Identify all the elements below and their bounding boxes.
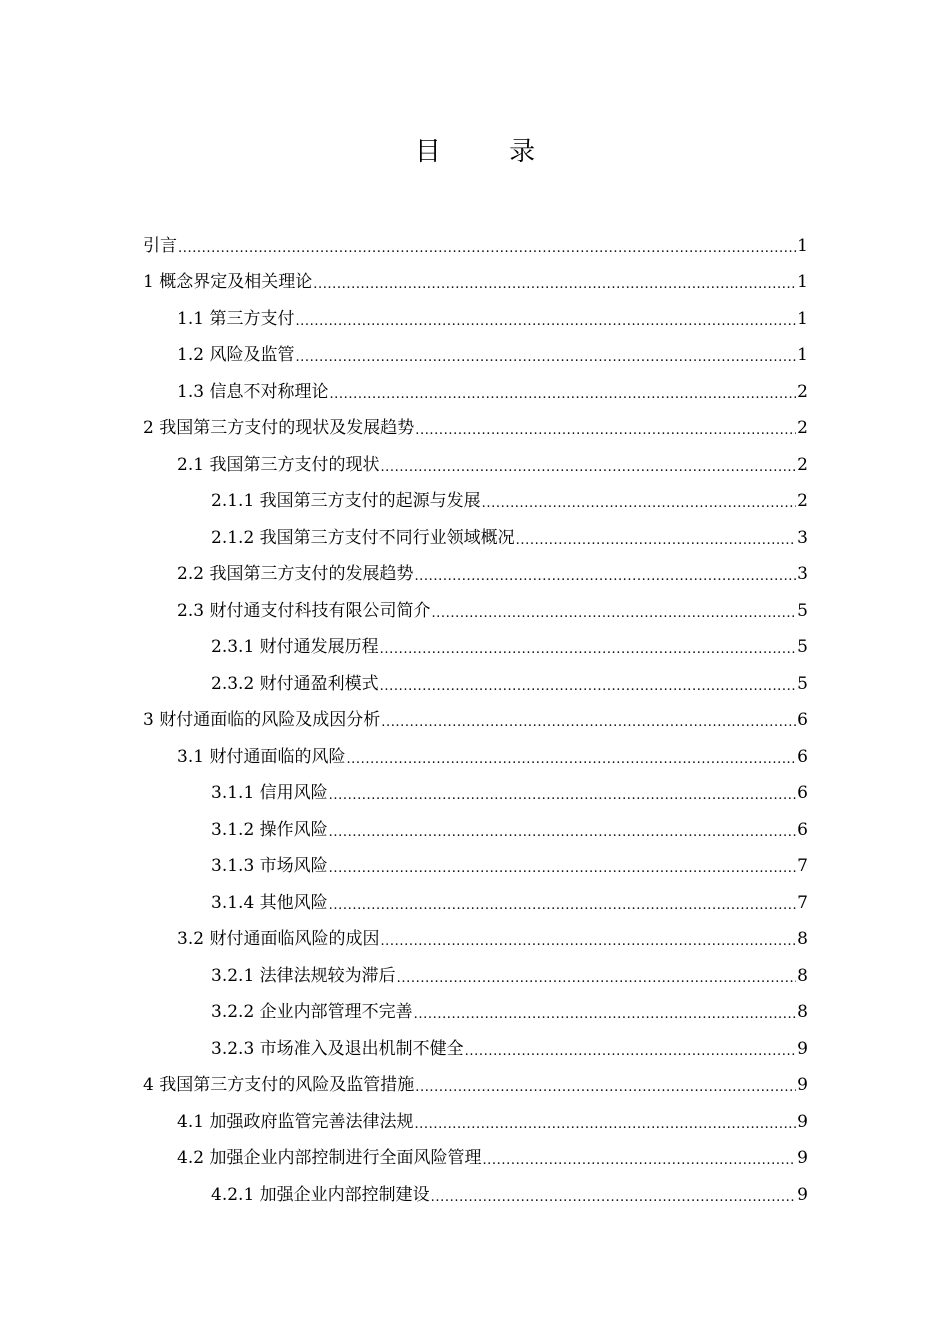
toc-page-number: 1 bbox=[797, 345, 808, 365]
toc-entry[interactable] bbox=[143, 622, 808, 659]
toc-entry-title: 3 财付通面临的风险及成因分析 bbox=[143, 710, 381, 730]
toc-page-number: 9 bbox=[797, 1075, 808, 1095]
toc-dot-leader bbox=[313, 271, 796, 293]
toc-entry[interactable] bbox=[143, 220, 808, 257]
toc-page-number: 8 bbox=[797, 1002, 808, 1022]
toc-entry[interactable] bbox=[143, 403, 808, 440]
toc-dot-leader bbox=[329, 819, 797, 841]
toc-entry[interactable] bbox=[143, 695, 808, 732]
toc-page-number: 9 bbox=[797, 1148, 808, 1168]
toc-entry[interactable] bbox=[143, 1096, 808, 1133]
toc-entry-title: 2.3.1 财付通发展历程 bbox=[211, 637, 379, 657]
toc-page-number: 1 bbox=[797, 235, 808, 256]
toc-entry-title: 2.1.1 我国第三方支付的起源与发展 bbox=[211, 491, 481, 511]
toc-dot-leader bbox=[380, 636, 797, 658]
toc-page-number: 5 bbox=[797, 600, 808, 621]
toc-dot-leader bbox=[482, 1147, 796, 1169]
toc-dot-leader bbox=[414, 1111, 796, 1133]
toc-entry[interactable] bbox=[143, 330, 808, 367]
toc-entry-title: 3.2.2 企业内部管理不完善 bbox=[211, 1002, 413, 1022]
toc-page-number: 9 bbox=[797, 1038, 808, 1059]
toc-entry-title: 1.3 信息不对称理论 bbox=[177, 381, 329, 402]
toc-entry-title: 2.3.2 财付通盈利模式 bbox=[211, 673, 379, 694]
toc-dot-leader bbox=[381, 709, 796, 731]
toc-entry-title: 2.3 财付通支付科技有限公司简介 bbox=[177, 600, 431, 621]
toc-dot-leader bbox=[295, 308, 796, 330]
toc-dot-leader bbox=[329, 855, 797, 877]
toc-entry-title: 2.2 我国第三方支付的发展趋势 bbox=[177, 564, 414, 584]
toc-entry-title: 4.1 加强政府监管完善法律法规 bbox=[177, 1111, 414, 1132]
toc-dot-leader bbox=[329, 381, 796, 403]
toc-page-number: 6 bbox=[797, 710, 808, 730]
toc-dot-leader bbox=[329, 892, 797, 914]
toc-entry[interactable] bbox=[143, 293, 808, 330]
toc-dot-leader bbox=[465, 1038, 797, 1060]
toc-entry[interactable] bbox=[143, 658, 808, 695]
toc-page-number: 6 bbox=[797, 819, 808, 840]
toc-entry[interactable] bbox=[143, 585, 808, 622]
toc-dot-leader bbox=[178, 235, 796, 257]
toc-dot-leader bbox=[380, 454, 796, 476]
toc-entry-title: 2 我国第三方支付的现状及发展趋势 bbox=[143, 418, 415, 438]
toc-dot-leader bbox=[414, 563, 796, 585]
toc-dot-leader bbox=[295, 344, 796, 366]
toc-page-number: 8 bbox=[797, 929, 808, 949]
toc-entry[interactable] bbox=[143, 914, 808, 951]
toc-page-number: 3 bbox=[797, 564, 808, 584]
toc-entry[interactable] bbox=[143, 257, 808, 294]
toc-entry[interactable] bbox=[143, 549, 808, 586]
toc-entry[interactable] bbox=[143, 731, 808, 768]
toc-entry-title: 4.2 加强企业内部控制进行全面风险管理 bbox=[177, 1148, 482, 1168]
toc-entry-title: 1.2 风险及监管 bbox=[177, 345, 295, 365]
toc-dot-leader bbox=[415, 417, 796, 439]
toc-page-number: 5 bbox=[797, 637, 808, 657]
toc-entry[interactable] bbox=[143, 804, 808, 841]
toc-page-number: 7 bbox=[797, 856, 808, 876]
toc-page-number: 3 bbox=[797, 527, 808, 548]
toc-entry-title: 4.2.1 加强企业内部控制建设 bbox=[211, 1184, 430, 1205]
toc-dot-leader bbox=[397, 965, 797, 987]
toc-page-number: 2 bbox=[797, 454, 808, 475]
toc-page-number: 5 bbox=[797, 673, 808, 694]
toc-dot-leader bbox=[516, 527, 797, 549]
toc-entry[interactable] bbox=[143, 476, 808, 513]
toc-entry-title: 2.1 我国第三方支付的现状 bbox=[177, 454, 380, 475]
toc-dot-leader bbox=[346, 746, 796, 768]
toc-dot-leader bbox=[414, 1001, 797, 1023]
toc-dot-leader bbox=[482, 490, 797, 512]
toc-page-number: 2 bbox=[797, 491, 808, 511]
toc-entry[interactable] bbox=[143, 1169, 808, 1206]
toc-list bbox=[143, 220, 808, 1206]
toc-dot-leader bbox=[431, 1184, 797, 1206]
toc-entry-title: 3.1.4 其他风险 bbox=[211, 892, 328, 913]
toc-entry[interactable] bbox=[143, 987, 808, 1024]
toc-page-number: 2 bbox=[797, 418, 808, 438]
toc-entry[interactable] bbox=[143, 366, 808, 403]
toc-title: 目 录 bbox=[414, 137, 566, 167]
toc-entry[interactable] bbox=[143, 1060, 808, 1097]
toc-dot-leader bbox=[380, 928, 796, 950]
toc-entry[interactable] bbox=[143, 1023, 808, 1060]
toc-entry[interactable] bbox=[143, 512, 808, 549]
toc-entry[interactable] bbox=[143, 841, 808, 878]
toc-entry-title: 3.2.3 市场准入及退出机制不健全 bbox=[211, 1038, 464, 1059]
toc-entry-title: 2.1.2 我国第三方支付不同行业领域概况 bbox=[211, 527, 515, 548]
toc-page-number: 6 bbox=[797, 746, 808, 767]
toc-entry-title: 1 概念界定及相关理论 bbox=[143, 272, 313, 292]
toc-page-number: 6 bbox=[797, 783, 808, 803]
toc-entry[interactable] bbox=[143, 1133, 808, 1170]
toc-entry[interactable] bbox=[143, 439, 808, 476]
toc-page-number: 1 bbox=[797, 308, 808, 329]
toc-entry[interactable] bbox=[143, 950, 808, 987]
toc-entry-title: 3.1.3 市场风险 bbox=[211, 856, 328, 876]
toc-entry-title: 1.1 第三方支付 bbox=[177, 308, 295, 329]
toc-dot-leader bbox=[329, 782, 797, 804]
toc-page-number: 9 bbox=[797, 1111, 808, 1132]
toc-dot-leader bbox=[415, 1074, 796, 1096]
toc-entry-title: 3.1 财付通面临的风险 bbox=[177, 746, 346, 767]
toc-entry[interactable] bbox=[143, 768, 808, 805]
toc-entry-title: 3.2 财付通面临风险的成因 bbox=[177, 929, 380, 949]
toc-entry-title: 3.1.2 操作风险 bbox=[211, 819, 328, 840]
toc-entry-title: 3.2.1 法律法规较为滞后 bbox=[211, 965, 396, 986]
toc-page-number: 2 bbox=[797, 381, 808, 402]
toc-entry-title: 引言 bbox=[143, 235, 177, 256]
toc-page-number: 1 bbox=[797, 272, 808, 292]
toc-page-number: 8 bbox=[797, 965, 808, 986]
toc-entry[interactable] bbox=[143, 877, 808, 914]
toc-page-number: 7 bbox=[797, 892, 808, 913]
toc-dot-leader bbox=[380, 673, 797, 695]
toc-entry-title: 4 我国第三方支付的风险及监管措施 bbox=[143, 1075, 415, 1095]
toc-entry-title: 3.1.1 信用风险 bbox=[211, 783, 328, 803]
toc-dot-leader bbox=[431, 600, 796, 622]
toc-page-number: 9 bbox=[797, 1184, 808, 1205]
